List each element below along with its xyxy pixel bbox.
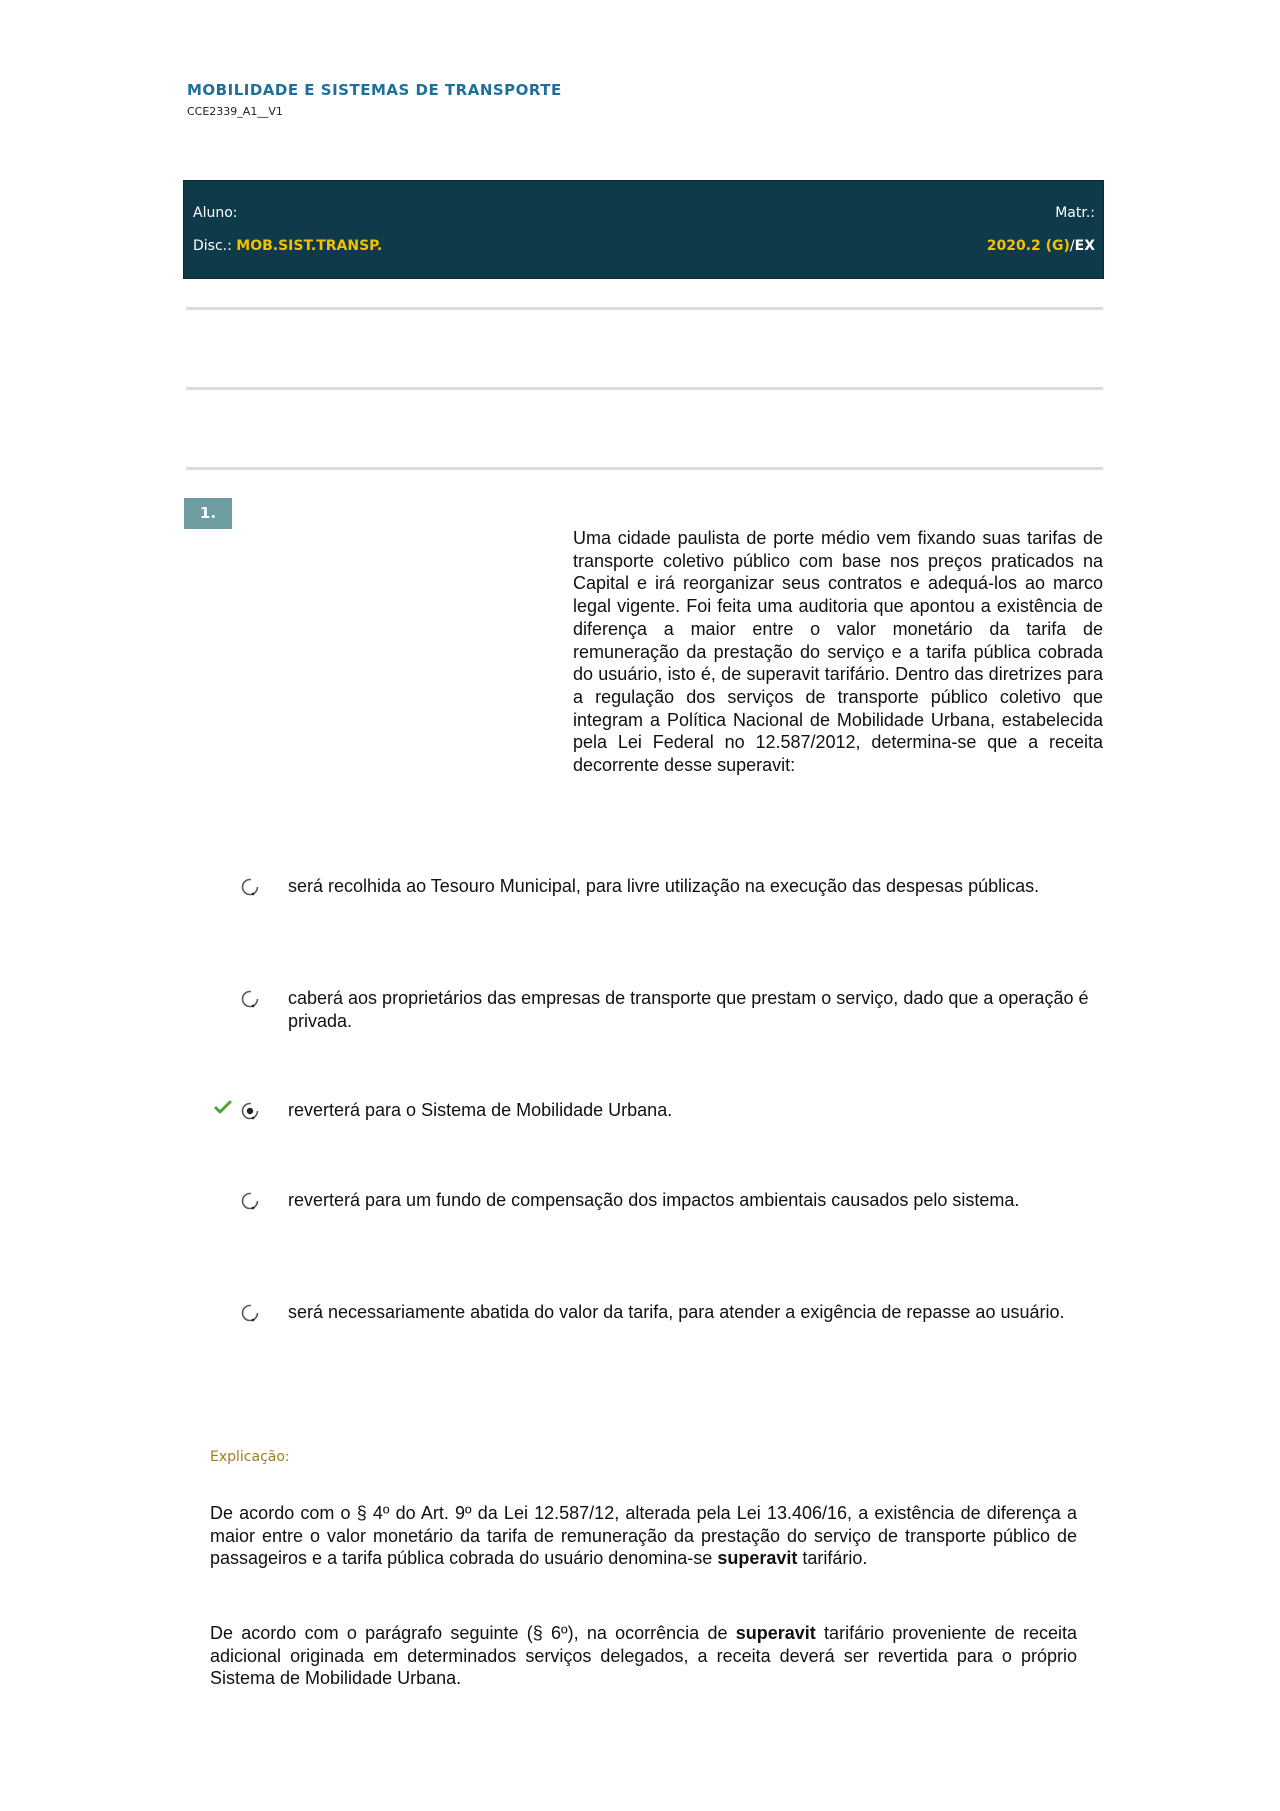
period [987,238,1095,254]
answer-option[interactable] [240,1301,1070,1361]
divider [186,467,1103,470]
student-row [193,205,1095,221]
discipline [193,238,382,254]
explanation-text: tarifário. [797,1548,868,1568]
student-info-box [183,180,1104,279]
explanation-text: tarifário proveniente de receita adicional originada em determinados serviços delegados, a receita deverá ser revertida para o próprio Sistema de Mobilidade Urbana. [210,1623,1077,1688]
explanation-emphasis: superavit [717,1548,798,1568]
matr-label: Matr.: [1055,205,1095,221]
explanation-text: De acordo com o parágrafo seguinte (§ 6º), na ocorrência de [210,1623,736,1643]
explanation-paragraph [210,1502,1077,1570]
disc-label: Disc.: [193,238,232,254]
option-label: reverterá para um fundo de compensação dos impactos ambientais causados pelo sistema. [288,1190,1020,1210]
explanation-text: De acordo com o § 4º do Art. 9º da Lei 12.587/12, alterada pela Lei 13.406/16, a existência de diferença a maior entre o valor monetário da tarifa de remuneração da prestação do serviço de transporte público de passageiros e a tarifa pública cobrada do usuário denomina-se [210,1503,1077,1568]
disc-value: MOB.SIST.TRANSP. [236,238,383,254]
course-title: MOBILIDADE E SISTEMAS DE TRANSPORTE [187,81,562,99]
answer-option[interactable] [240,1189,1070,1249]
checkmark-icon [214,1099,232,1115]
answer-option[interactable] [240,875,1070,935]
radio-button-icon[interactable] [240,877,260,897]
option-label: será recolhida ao Tesouro Municipal, para livre utilização na execução das despesas públicas. [288,876,1040,896]
explanation-paragraph [210,1622,1077,1690]
divider [186,307,1103,310]
radio-button-icon[interactable] [240,989,260,1009]
radio-button-icon[interactable] [240,1191,260,1211]
divider [186,387,1103,390]
period-separator: / [1069,238,1075,254]
radio-button-selected-icon[interactable] [240,1101,260,1121]
answer-option-selected[interactable] [240,1099,1070,1159]
explanation-emphasis: superavit [735,1623,816,1643]
aluno-label: Aluno: [193,205,238,221]
option-label: caberá aos proprietários das empresas de transporte que prestam o serviço, dado que a operação é privada. [288,988,1089,1031]
option-label: reverterá para o Sistema de Mobilidade Urbana. [288,1100,673,1120]
question-number-badge: 1. [184,498,232,529]
option-label: será necessariamente abatida do valor da tarifa, para atender a exigência de repasse ao usuário. [288,1302,1065,1322]
course-code: CCE2339_A1__V1 [187,105,283,118]
radio-button-icon[interactable] [240,1303,260,1323]
question-text: Uma cidade paulista de porte médio vem fixando suas tarifas de transporte coletivo público com base nos preços praticados na Capital e irá reorganizar seus contratos e adequá-los ao marco legal vigente. Foi feita uma auditoria que apontou a existência de diferença a maior entre o valor monetário da tarifa de remuneração da prestação do serviço e a tarifa pública cobrada do usuário, isto é, de superavit tarifário. Dentro das diretrizes para a regulação dos serviços de transporte público coletivo que integram a Política Nacional de Mobilidade Urbana, estabelecida pela Lei Federal no 12.587/2012, determina-se que a receita decorrente desse superavit: [573,528,1103,776]
answer-option[interactable] [240,987,1089,1047]
period-suffix: EX [1074,238,1095,254]
period-value: 2020.2 (G) [986,238,1070,254]
explanation-label: Explicação: [210,1449,290,1465]
discipline-row [193,238,1095,254]
